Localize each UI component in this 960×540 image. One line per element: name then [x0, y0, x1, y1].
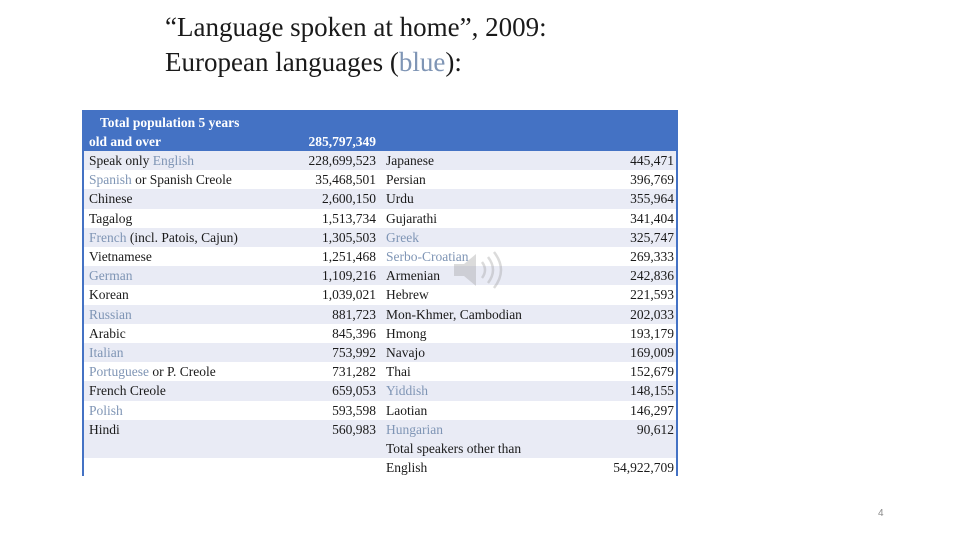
- left-language-cell: [89, 381, 166, 400]
- header-label-line-2: old and over: [89, 134, 162, 149]
- title-prefix: European languages (: [165, 47, 399, 77]
- language-suffix: or Spanish Creole: [131, 172, 232, 188]
- right-speakers-value: 355,964: [630, 191, 674, 207]
- title-line-2: [165, 45, 547, 80]
- language-name: Chinese: [89, 191, 133, 207]
- right-language-cell: Navajo: [386, 345, 425, 360]
- left-language-cell: [89, 209, 132, 228]
- language-name: Hindi: [89, 421, 120, 437]
- right-language-cell: Urdu: [386, 191, 414, 207]
- right-language-cell: Laotian: [386, 402, 428, 418]
- table-row: [84, 305, 676, 324]
- language-name: Russian: [89, 306, 132, 322]
- left-speakers-value: 2,600,150: [322, 191, 376, 207]
- right-speakers-value: 445,471: [630, 153, 674, 168]
- right-speakers-value: 269,333: [630, 249, 674, 264]
- left-language-cell: [89, 189, 133, 208]
- right-speakers-value: 341,404: [630, 210, 674, 226]
- right-speakers-value: 221,593: [630, 287, 674, 303]
- right-language-cell: Persian: [386, 172, 426, 188]
- right-language-cell: Thai: [386, 364, 411, 380]
- left-language-cell: [89, 420, 120, 439]
- total-row-continued: [84, 458, 676, 477]
- right-language-cell: Mon-Khmer, Cambodian: [386, 306, 522, 322]
- right-speakers-value: 152,679: [630, 364, 674, 380]
- left-speakers-value: 1,513,734: [322, 210, 376, 226]
- left-speakers-value: 1,305,503: [322, 229, 376, 245]
- language-name: Vietnamese: [89, 249, 152, 264]
- language-name: German: [89, 268, 133, 284]
- right-language-cell: Serbo-Croatian: [386, 249, 469, 264]
- left-speakers-value: 881,723: [332, 306, 376, 322]
- title-line-1: “Language spoken at home”, 2009:: [165, 12, 547, 42]
- language-name: French: [89, 229, 127, 245]
- table-row: [84, 401, 676, 420]
- left-speakers-value: 845,396: [332, 325, 376, 341]
- right-language-cell: Hungarian: [386, 421, 443, 437]
- table-row: [84, 247, 676, 266]
- right-speakers-value: 148,155: [630, 383, 674, 399]
- left-speakers-value: 1,251,468: [322, 249, 376, 264]
- left-language-cell: [89, 362, 216, 381]
- right-language-cell: Armenian: [386, 268, 440, 284]
- left-language-cell: [89, 247, 152, 266]
- language-table: [82, 110, 678, 476]
- left-language-cell: [89, 266, 132, 285]
- table-row: [84, 266, 676, 285]
- table-row: [84, 381, 676, 400]
- right-speakers-value: 90,612: [636, 421, 674, 437]
- header-total-value: 285,797,349: [308, 134, 376, 149]
- language-name: French Creole: [89, 383, 166, 399]
- left-speakers-value: 659,053: [332, 383, 376, 399]
- total-row: [84, 439, 676, 458]
- right-language-cell: Hmong: [386, 325, 427, 341]
- language-name: Korean: [89, 287, 129, 303]
- language-name: Polish: [89, 402, 123, 418]
- language-name: English: [152, 153, 195, 168]
- left-speakers-value: 593,598: [332, 402, 376, 418]
- table-row: [84, 151, 676, 170]
- left-speakers-value: 1,039,021: [322, 287, 376, 303]
- left-speakers-value: 35,468,501: [315, 172, 376, 188]
- language-name: Italian: [89, 345, 124, 360]
- left-language-cell: [89, 170, 232, 189]
- table-header-row: [84, 112, 676, 151]
- right-speakers-value: 325,747: [630, 229, 674, 245]
- left-speakers-value: 560,983: [332, 421, 376, 437]
- table-row: [84, 228, 676, 247]
- left-language-cell: [89, 324, 126, 343]
- left-language-cell: [89, 305, 132, 324]
- left-speakers-value: 731,282: [332, 364, 376, 380]
- right-speakers-value: 242,836: [630, 268, 674, 284]
- total-label-line-1: Total speakers other than: [386, 441, 522, 456]
- right-speakers-value: 202,033: [630, 306, 674, 322]
- table-row: [84, 209, 676, 228]
- left-language-cell: [89, 343, 123, 362]
- speaker-icon[interactable]: [450, 250, 506, 290]
- right-speakers-value: 169,009: [630, 345, 674, 360]
- language-suffix: or P. Creole: [149, 364, 216, 380]
- left-speakers-value: 228,699,523: [308, 153, 376, 168]
- right-speakers-value: 193,179: [630, 325, 674, 341]
- language-prefix: Speak only: [89, 153, 153, 168]
- table-row: [84, 420, 676, 439]
- right-speakers-value: 396,769: [630, 172, 674, 188]
- table-row: [84, 362, 676, 381]
- language-name: Portuguese: [89, 364, 149, 380]
- left-speakers-value: 1,109,216: [322, 268, 376, 284]
- language-name: Arabic: [89, 325, 126, 341]
- left-language-cell: [89, 228, 238, 247]
- language-name: Spanish: [89, 172, 132, 188]
- language-suffix: (incl. Patois, Cajun): [126, 229, 238, 245]
- language-name: Tagalog: [89, 210, 133, 226]
- right-speakers-value: 146,297: [630, 402, 674, 418]
- right-language-cell: Japanese: [386, 153, 434, 168]
- total-label-line-2: English: [386, 460, 428, 476]
- page-number: 4: [878, 508, 884, 519]
- table-row: [84, 343, 676, 362]
- right-language-cell: Gujarathi: [386, 210, 437, 226]
- left-language-cell: [89, 285, 129, 304]
- left-language-cell: [89, 151, 194, 170]
- right-language-cell: Hebrew: [386, 287, 429, 303]
- total-speakers-value: 54,922,709: [613, 460, 674, 476]
- left-speakers-value: 753,992: [332, 345, 376, 360]
- right-language-cell: Greek: [386, 229, 419, 245]
- slide-title: [165, 10, 547, 80]
- table-row: [84, 285, 676, 304]
- title-suffix: ):: [445, 47, 462, 77]
- left-language-cell: [89, 401, 123, 420]
- header-label-line-1: Total population 5 years: [100, 115, 240, 130]
- title-blue-word: blue: [398, 47, 446, 77]
- table-row: [84, 324, 676, 343]
- table-row: [84, 170, 676, 189]
- table-row: [84, 189, 676, 208]
- right-language-cell: Yiddish: [386, 383, 429, 399]
